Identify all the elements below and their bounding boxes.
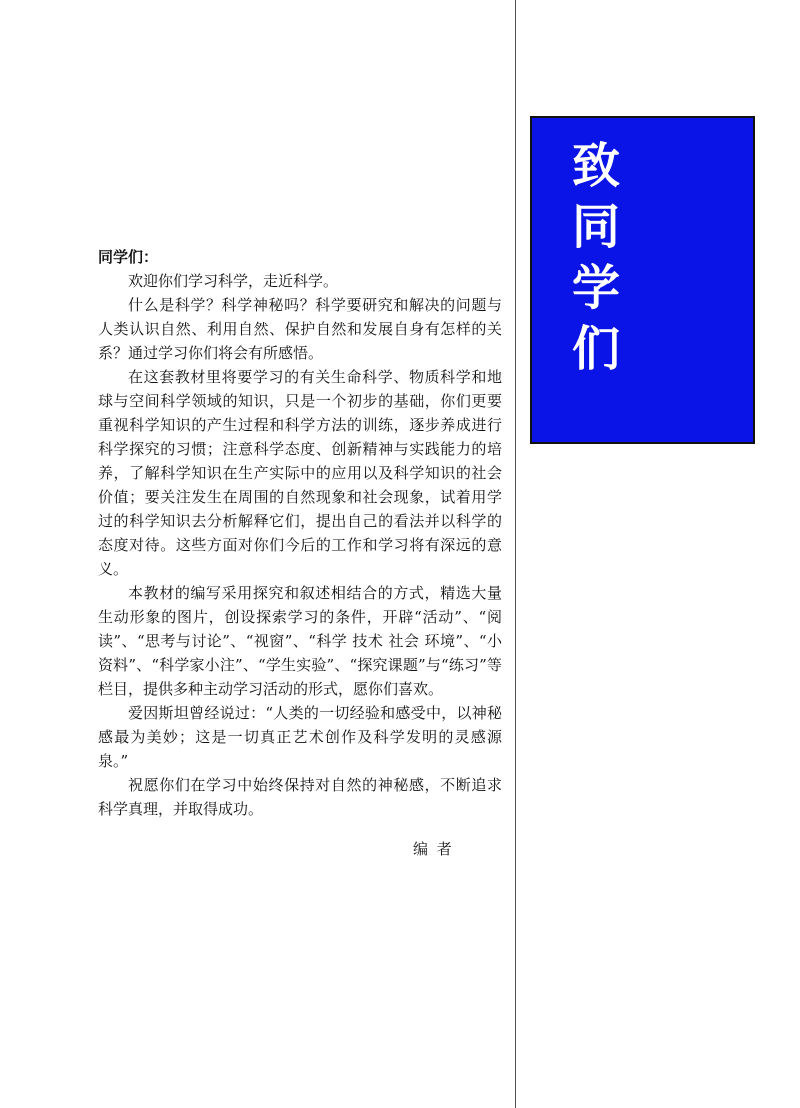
title-panel	[530, 116, 755, 444]
letter-body	[98, 245, 502, 821]
letter-paragraph: 欢迎你们学习科学，走近科学。	[128, 272, 339, 290]
letter-paragraph: 本教材的编写采用探究和叙述相结合的方式，精选大量生动形象的图片，创设探索学习的条件，开辟“活动”、“阅读”、“思考与讨论”、“视窗”、“科学 技术 社会 环境”、“小资料”、“科学家小注”、“学生实验”、“探究课题”与“练习”等栏目，提供多种主动学习活动的形式，愿你们喜欢。	[98, 584, 502, 698]
title-char: 致	[572, 138, 621, 194]
title-char: 们	[572, 321, 621, 377]
letter-greeting: 同学们：	[98, 248, 159, 266]
vertical-title	[572, 136, 632, 380]
title-char: 同	[572, 199, 621, 255]
letter-signature: 编 者	[413, 840, 454, 858]
letter-paragraph: 爱因斯坦曾经说过：“人类的一切经验和感受中，以神秘感最为美妙；这是一切真正艺术创作及科学发明的灵感源泉。”	[98, 704, 502, 770]
title-char: 学	[572, 260, 621, 316]
letter-paragraph: 什么是科学？科学神秘吗？科学要研究和解决的问题与人类认识自然、利用自然、保护自然和发展自身有怎样的关系？通过学习你们将会有所感悟。	[98, 296, 502, 362]
page-divider-line	[515, 0, 516, 1108]
letter-paragraph: 在这套教材里将要学习的有关生命科学、物质科学和地球与空间科学领域的知识，只是一个初步的基础，你们更要重视科学知识的产生过程和科学方法的训练，逐步养成进行科学探究的习惯；注意科学态度、创新精神与实践能力的培养，了解科学知识在生产实际中的应用以及科学知识的社会价值；要关注发生在周围的自然现象和社会现象，试着用学过的科学知识去分析解释它们，提出自己的看法并以科学的态度对待。这些方面对你们今后的工作和学习将有深远的意义。	[98, 368, 502, 578]
letter-paragraph: 祝愿你们在学习中始终保持对自然的神秘感，不断追求科学真理，并取得成功。	[98, 776, 502, 818]
